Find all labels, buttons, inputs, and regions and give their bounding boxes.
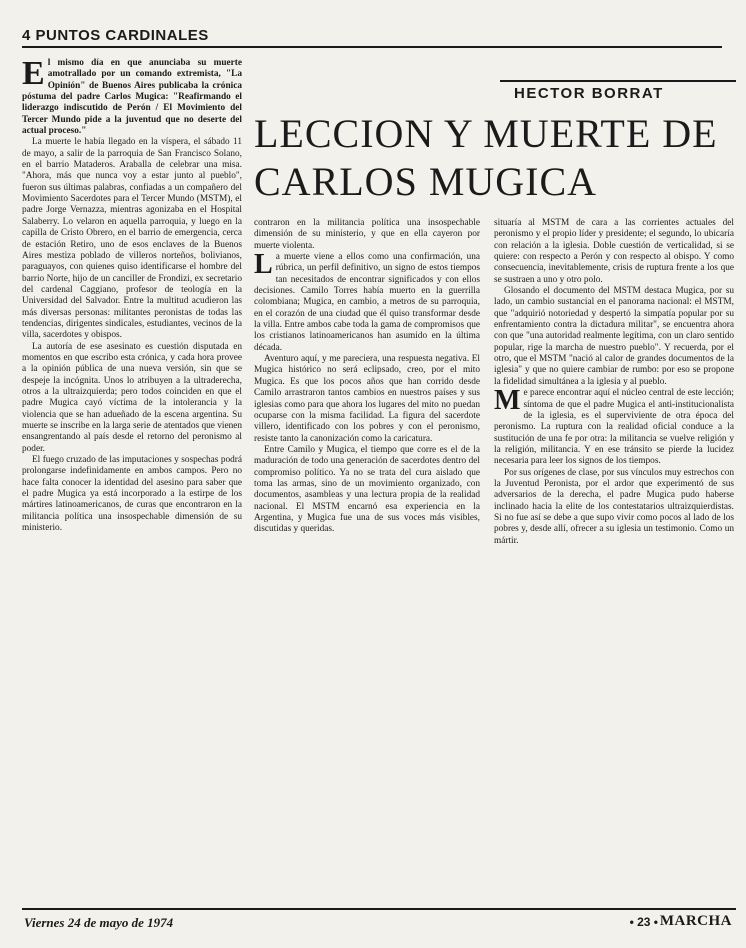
column-2 (254, 218, 480, 900)
col2-paragraph-2: Aventuro aquí, y me pareciera, una respuesta negativa. El Mugica histórico no será eclipsado, creo, por el mito Mugica. Es que los pocos años que han corrido desde Camilo arrastraron tantos cambios en nuestros países y sus iglesias como para que ahora los lugares del mito no puedan ocuparse con la misma facilidad. La figura del sacerdote villero, identificado con los pobres y con el peronismo, resiste tanto la canonización como la caricatura. (254, 354, 480, 444)
dropcap-m: M (494, 385, 521, 417)
byline-block (500, 80, 736, 102)
col3-paragraph-3 (494, 385, 734, 467)
page-header (22, 26, 722, 48)
issue-date: Viernes 24 de mayo de 1974 (24, 915, 174, 930)
column-3 (494, 218, 734, 900)
lead-paragraph (22, 58, 242, 137)
dropcap-l: L (254, 249, 273, 281)
dropcap-e: E (22, 58, 45, 92)
col2-paragraph-1-text: a muerte viene a ellos como una confirmación, una rúbrica, un perfil definitivo, un signo de estos tiempos tan necesitados de encontrar significados y con ellos decisiones. Camilo Torres había muerto en la guerrilla colombiana; Mugica, en cambio, a metros de su parroquia, en el corazón de una ciudad que él quiso transformar desde la villa. Entre ambos cabe toda la gama de compromisos que los cristianos latinoamericanos han asumido en la última década. (254, 252, 480, 353)
col3-paragraph-2: Glosando el documento del MSTM destaca Mugica, por su lado, un cambio sustancial en el panorama nacional: el MSTM, que "adquirió notoriedad y despertó la simpatía popular por su enfrentamiento contra la dictadura militar", se encuentra ahora con que "una autoridad realmente legítima, con un claro sentido popular, rige la marcha de nuestro pueblo". Y recuerda, por el otro, que el MSTM "nació al calor de grandes documentos de la iglesia" y que no quiere cambiar de rumbo: por eso se propone la fidelidad simultánea a la iglesia y al pueblo. (494, 286, 734, 387)
column-1 (22, 58, 242, 900)
col2-paragraph-3: Entre Camilo y Mugica, el tiempo que corre es el de la maduración de todo una generación de sacerdotes dentro del compromiso político. Ya no se trata del cura aislado que toma las armas, sino de un movimiento organizado, con documentos, asambleas y una lectura propia de la realidad nacional. El MSTM encarnó esa experiencia en la Argentina, y Mugica fue una de sus voces más visibles, discutidas y queridas. (254, 444, 480, 535)
col2-paragraph-1 (254, 249, 480, 354)
col1-paragraph-1: La muerte le había llegado en la víspera, el sábado 11 de mayo, a salir de la parroquia de San Francisco Solano, en el barrio Mataderos. Araballa de celebrar una misa. "Ahora, más que nunca voy a estar junto al pueblo", fueron sus últimas palabras, confiadas a un compañero del Movimiento Sacerdotes para el Tercer Mundo (MSTM), el padre Jorge Vernazza, mientras agonizaba en el Hospital Salaberry. Lo velaron en aquella parroquia, y luego en la capilla de Cristo Obrero, en el barrio de emergencia, cerca de estación Retiro, uno de esos enclaves de la Buenos Aires mestiza poblado de villeros norteños, bolivianos, paraguayos, con quienes quiso identificarse el hombre del barrio Norte, hijo de un canciller de Frondizi, ex secretario del cardenal Caggiano, profesor de teología en la Universidad del Salvador. Entre la multitud acudieron las más diversas personas: militantes peronistas de todas las tendencias, dirigentes sindicales, estudiantes, vecinos de la villa, sacerdotes y obispos. (22, 137, 242, 341)
byline-rule (500, 80, 736, 82)
lead-text: l mismo día en que anunciaba su muerte amotrallado por un comando extremista, "La Opinión" de Buenos Aires publicaba la crónica póstuma del padre Carlos Mugica: "Reafirmando el liderazgo indiscutido de Perón / El Movimiento del Tercer Mundo pide a la juventud que no deserte del actual proceso." (22, 58, 242, 137)
page-number: • 23 • (629, 915, 658, 929)
col3-paragraph-3-text: e parece encontrar aquí el núcleo central de este lección; síntoma de que el padre Mugica el anti-institucionalista de la iglesia, es el superviviente de otra época del peronismo. La ruptura con la realidad oficial conduce a la sustitución de una fe por otra: la militancia se vuelve religión y la religión, militancia. Y en ese tránsito se pierde la lucidez necesaria para leer los signos de los tiempos. (494, 388, 734, 467)
article-headline: LECCION Y MUERTE DE CARLOS MUGICA (254, 111, 718, 204)
col3-paragraph-4: Por sus orígenes de clase, por sus vínculos muy estrechos con la Juventud Peronista, por el ardor que experimentó de sus adversarios de la derecha, el padre Mugica pudo haberse inclinado hacia la elite de los contestatarios ultraizquierdistas. Si no fue así se debe a que supo vivir como pocos al lado de los pobres y, desde allí, ofrecer a su iglesia un testimonio. Como un mártir. (494, 467, 734, 546)
col1-paragraph-3: El fuego cruzado de las imputaciones y sospechas podrá prolongarse indefinidamente en ambos campos. Pero no hace falta conocer la identidad del asesino para saber que el padre Mugica ya está incorporado a la estirpe de los mártires latinoamericanos, de curas que encontraron en la militancia política una insospechable dimensión de su ministerio. (22, 455, 242, 534)
publication-name: MARCHA (659, 913, 732, 929)
page-footer (22, 908, 736, 932)
col1-paragraph-2: La autoría de ese asesinato es cuestión disputada en momentos en que escribo esta crónica, y cada hora provee a la opinión pública de una nueva versión, sin que se despeje la incógnita. Unos lo atribuyen a la ultraderecha, otros a la ultraizquierda; pero todos coinciden en que el padre Mugica cayó víctima de la intolerancia y la violencia que se han adueñado de la escena argentina. Su muerte se inscribe en la larga serie de atentados que vienen ensangrentando al país desde el retorno del peronismo al poder. (22, 341, 242, 454)
col3-paragraph-1: situaría al MSTM de cara a las corrientes actuales del peronismo y el propio líder y presidente; el segundo, lo ubicaría con relación a la iglesia. Doble cuestión de verticalidad, si se quiere: con respecto a Perón y con respecto al obispo. Y como consecuencia, inevitablemente, crisis de ruptura frente a los que se sustraen a uno y otro polo. (494, 218, 734, 285)
author-byline: HECTOR BORRAT (514, 85, 664, 102)
col2-intro: contraron en la militancia política una insospechable dimensión de su ministerio, y que en ella cayeron por muerte violenta. (254, 218, 480, 251)
section-title: 4 PUNTOS CARDINALES (22, 27, 209, 44)
